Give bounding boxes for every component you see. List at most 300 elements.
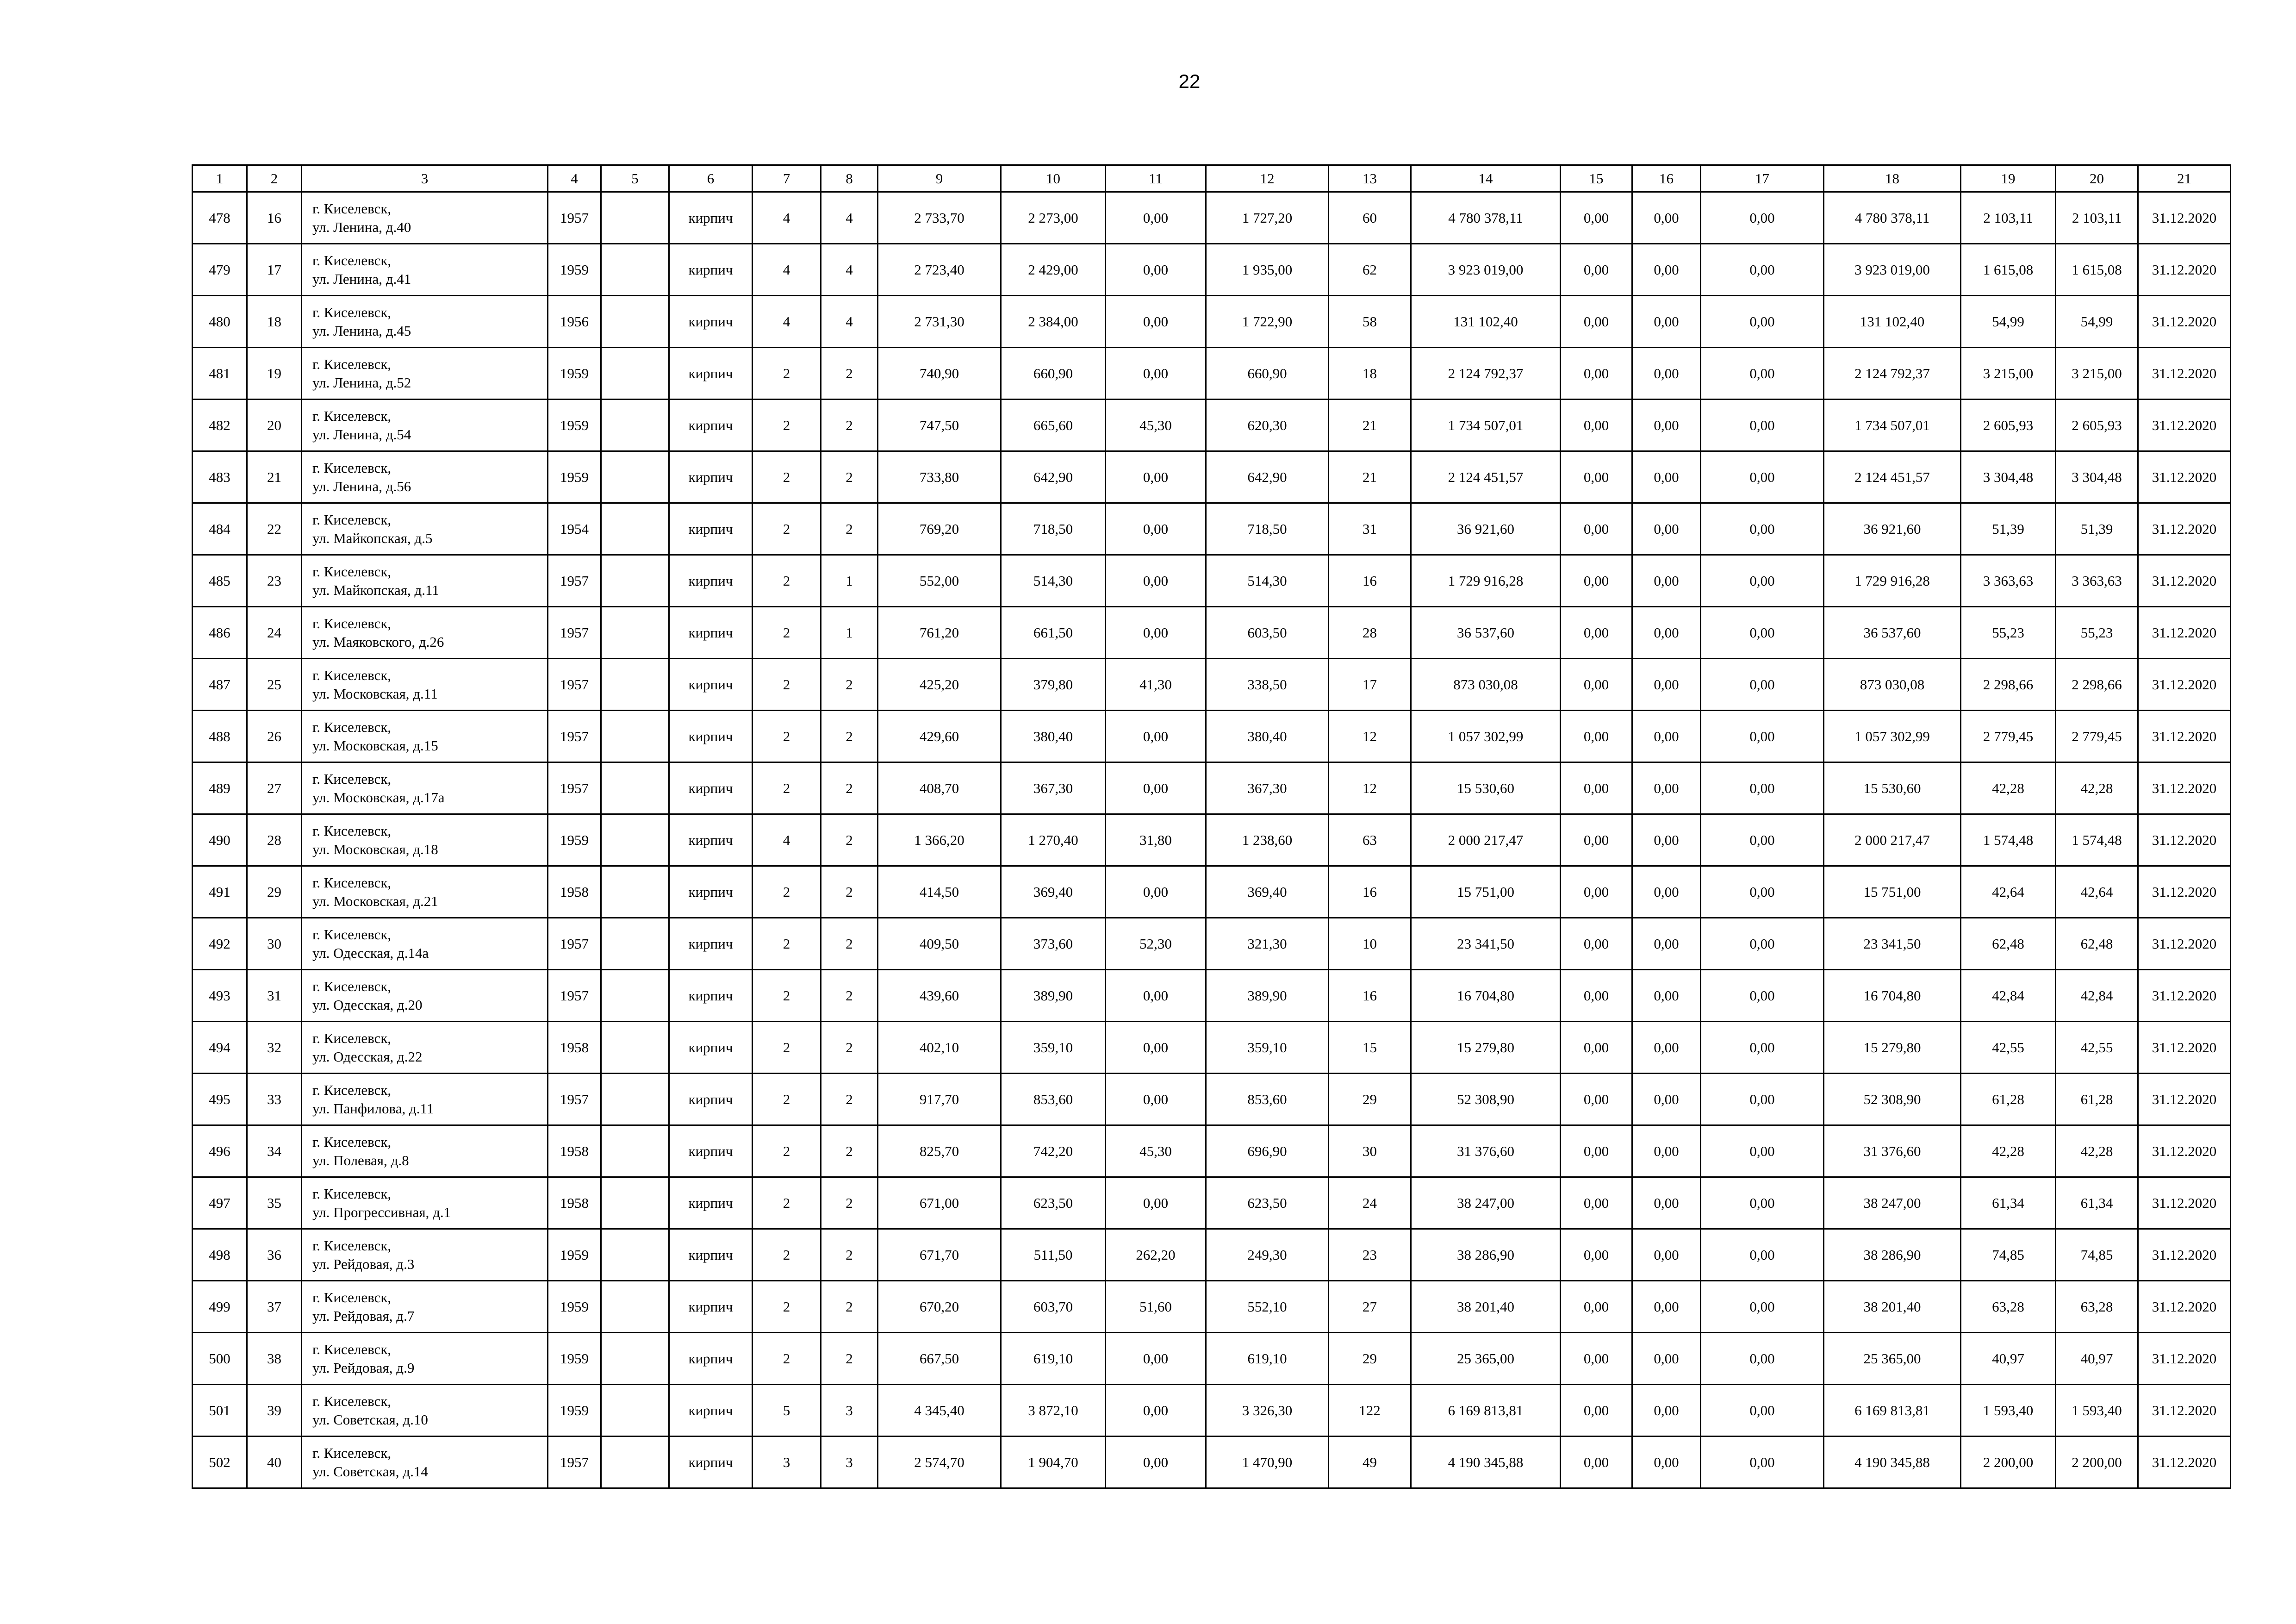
cell-col-10: 1 270,40 <box>1001 814 1106 866</box>
cell-col-12: 249,30 <box>1206 1229 1329 1281</box>
cell-col-15: 0,00 <box>1561 244 1632 296</box>
cell-col-11: 0,00 <box>1106 555 1206 607</box>
cell-col-7: 2 <box>753 400 821 451</box>
cell-col-5 <box>601 1229 669 1281</box>
cell-col-1: 487 <box>193 659 247 711</box>
cell-col-15: 0,00 <box>1561 762 1632 814</box>
cell-col-21: 31.12.2020 <box>2138 607 2231 659</box>
cell-col-4: 1958 <box>548 866 601 918</box>
cell-col-10: 660,90 <box>1001 348 1106 400</box>
cell-col-16: 0,00 <box>1632 451 1701 503</box>
table-row <box>193 1177 2231 1229</box>
cell-col-19: 40,97 <box>1961 1333 2056 1385</box>
table-row <box>193 918 2231 970</box>
cell-col-1: 482 <box>193 400 247 451</box>
cell-col-14: 23 341,50 <box>1411 918 1561 970</box>
cell-col-7: 2 <box>753 711 821 762</box>
cell-col-10: 642,90 <box>1001 451 1106 503</box>
address-street: ул. Маяковского, д.26 <box>312 633 444 650</box>
column-number-row <box>193 165 2231 192</box>
address-city: г. Киселевск, <box>312 459 392 476</box>
cell-col-14: 1 734 507,01 <box>1411 400 1561 451</box>
cell-col-15: 0,00 <box>1561 1229 1632 1281</box>
cell-col-2: 36 <box>247 1229 302 1281</box>
cell-col-16: 0,00 <box>1632 1281 1701 1333</box>
cell-col-11: 0,00 <box>1106 1022 1206 1074</box>
cell-col-10: 379,80 <box>1001 659 1106 711</box>
cell-col-20: 62,48 <box>2056 918 2138 970</box>
address-street: ул. Советская, д.14 <box>312 1463 428 1480</box>
cell-col-10: 359,10 <box>1001 1022 1106 1074</box>
cell-col-6: кирпич <box>669 659 753 711</box>
cell-col-14: 38 286,90 <box>1411 1229 1561 1281</box>
cell-col-6: кирпич <box>669 1437 753 1488</box>
cell-col-7: 4 <box>753 244 821 296</box>
cell-col-13: 16 <box>1329 555 1411 607</box>
address-street: ул. Майкопская, д.5 <box>312 530 433 546</box>
address-city: г. Киселевск, <box>312 1081 392 1098</box>
cell-col-19: 51,39 <box>1961 503 2056 555</box>
cell-col-5 <box>601 970 669 1022</box>
table-row <box>193 1125 2231 1177</box>
cell-col-1: 491 <box>193 866 247 918</box>
cell-col-4: 1959 <box>548 1229 601 1281</box>
cell-col-12: 338,50 <box>1206 659 1329 711</box>
cell-col-11: 51,60 <box>1106 1281 1206 1333</box>
address-cell <box>302 762 548 814</box>
address-city: г. Киселевск, <box>312 1133 392 1150</box>
cell-col-21: 31.12.2020 <box>2138 296 2231 348</box>
cell-col-21: 31.12.2020 <box>2138 503 2231 555</box>
cell-col-15: 0,00 <box>1561 1437 1632 1488</box>
cell-col-17: 0,00 <box>1701 711 1824 762</box>
table-row <box>193 970 2231 1022</box>
cell-col-6: кирпич <box>669 555 753 607</box>
cell-col-13: 63 <box>1329 814 1411 866</box>
cell-col-4: 1957 <box>548 659 601 711</box>
cell-col-10: 514,30 <box>1001 555 1106 607</box>
cell-col-9: 2 723,40 <box>878 244 1001 296</box>
cell-col-6: кирпич <box>669 400 753 451</box>
cell-col-5 <box>601 503 669 555</box>
cell-col-7: 5 <box>753 1385 821 1437</box>
cell-col-20: 74,85 <box>2056 1229 2138 1281</box>
table-row <box>193 711 2231 762</box>
cell-col-13: 28 <box>1329 607 1411 659</box>
cell-col-13: 12 <box>1329 762 1411 814</box>
cell-col-18: 31 376,60 <box>1824 1125 1961 1177</box>
cell-col-17: 0,00 <box>1701 451 1824 503</box>
cell-col-5 <box>601 451 669 503</box>
column-header-9: 9 <box>878 165 1001 192</box>
cell-col-21: 31.12.2020 <box>2138 866 2231 918</box>
cell-col-17: 0,00 <box>1701 1333 1824 1385</box>
cell-col-11: 0,00 <box>1106 451 1206 503</box>
address-street: ул. Рейдовая, д.9 <box>312 1359 415 1376</box>
cell-col-17: 0,00 <box>1701 503 1824 555</box>
cell-col-17: 0,00 <box>1701 1385 1824 1437</box>
cell-col-7: 2 <box>753 1229 821 1281</box>
cell-col-13: 122 <box>1329 1385 1411 1437</box>
column-header-8: 8 <box>821 165 878 192</box>
column-header-13: 13 <box>1329 165 1411 192</box>
cell-col-13: 58 <box>1329 296 1411 348</box>
cell-col-5 <box>601 866 669 918</box>
cell-col-18: 16 704,80 <box>1824 970 1961 1022</box>
cell-col-13: 10 <box>1329 918 1411 970</box>
table-row <box>193 192 2231 244</box>
cell-col-9: 2 574,70 <box>878 1437 1001 1488</box>
cell-col-17: 0,00 <box>1701 555 1824 607</box>
cell-col-18: 36 921,60 <box>1824 503 1961 555</box>
cell-col-1: 481 <box>193 348 247 400</box>
cell-col-17: 0,00 <box>1701 762 1824 814</box>
cell-col-11: 0,00 <box>1106 970 1206 1022</box>
address-cell <box>302 192 548 244</box>
cell-col-12: 3 326,30 <box>1206 1385 1329 1437</box>
cell-col-4: 1957 <box>548 918 601 970</box>
cell-col-15: 0,00 <box>1561 1125 1632 1177</box>
cell-col-19: 42,84 <box>1961 970 2056 1022</box>
cell-col-9: 2 731,30 <box>878 296 1001 348</box>
cell-col-18: 2 124 451,57 <box>1824 451 1961 503</box>
address-city: г. Киселевск, <box>312 822 392 839</box>
cell-col-13: 27 <box>1329 1281 1411 1333</box>
cell-col-2: 35 <box>247 1177 302 1229</box>
cell-col-11: 0,00 <box>1106 1074 1206 1125</box>
cell-col-15: 0,00 <box>1561 400 1632 451</box>
cell-col-10: 2 273,00 <box>1001 192 1106 244</box>
cell-col-20: 1 593,40 <box>2056 1385 2138 1437</box>
cell-col-14: 6 169 813,81 <box>1411 1385 1561 1437</box>
table-row <box>193 866 2231 918</box>
cell-col-1: 499 <box>193 1281 247 1333</box>
cell-col-18: 6 169 813,81 <box>1824 1385 1961 1437</box>
cell-col-15: 0,00 <box>1561 711 1632 762</box>
cell-col-1: 488 <box>193 711 247 762</box>
cell-col-2: 25 <box>247 659 302 711</box>
column-header-3: 3 <box>302 165 548 192</box>
cell-col-12: 623,50 <box>1206 1177 1329 1229</box>
cell-col-11: 0,00 <box>1106 503 1206 555</box>
cell-col-21: 31.12.2020 <box>2138 1229 2231 1281</box>
cell-col-1: 484 <box>193 503 247 555</box>
cell-col-1: 483 <box>193 451 247 503</box>
cell-col-10: 665,60 <box>1001 400 1106 451</box>
cell-col-10: 2 384,00 <box>1001 296 1106 348</box>
address-cell <box>302 1437 548 1488</box>
cell-col-8: 2 <box>821 866 878 918</box>
cell-col-9: 740,90 <box>878 348 1001 400</box>
cell-col-4: 1956 <box>548 296 601 348</box>
cell-col-6: кирпич <box>669 762 753 814</box>
cell-col-18: 23 341,50 <box>1824 918 1961 970</box>
cell-col-21: 31.12.2020 <box>2138 192 2231 244</box>
cell-col-18: 4 190 345,88 <box>1824 1437 1961 1488</box>
address-city: г. Киселевск, <box>312 978 392 994</box>
cell-col-9: 414,50 <box>878 866 1001 918</box>
cell-col-20: 42,28 <box>2056 762 2138 814</box>
address-city: г. Киселевск, <box>312 1393 392 1409</box>
cell-col-4: 1959 <box>548 1385 601 1437</box>
address-city: г. Киселевск, <box>312 1237 392 1254</box>
cell-col-20: 42,55 <box>2056 1022 2138 1074</box>
cell-col-2: 20 <box>247 400 302 451</box>
cell-col-15: 0,00 <box>1561 918 1632 970</box>
column-header-16: 16 <box>1632 165 1701 192</box>
cell-col-16: 0,00 <box>1632 762 1701 814</box>
cell-col-6: кирпич <box>669 711 753 762</box>
cell-col-11: 0,00 <box>1106 348 1206 400</box>
cell-col-10: 1 904,70 <box>1001 1437 1106 1488</box>
cell-col-17: 0,00 <box>1701 1229 1824 1281</box>
cell-col-9: 402,10 <box>878 1022 1001 1074</box>
cell-col-15: 0,00 <box>1561 503 1632 555</box>
cell-col-10: 511,50 <box>1001 1229 1106 1281</box>
cell-col-4: 1957 <box>548 607 601 659</box>
cell-col-18: 38 286,90 <box>1824 1229 1961 1281</box>
cell-col-7: 2 <box>753 866 821 918</box>
cell-col-15: 0,00 <box>1561 296 1632 348</box>
cell-col-1: 498 <box>193 1229 247 1281</box>
cell-col-16: 0,00 <box>1632 1022 1701 1074</box>
cell-col-8: 4 <box>821 192 878 244</box>
cell-col-16: 0,00 <box>1632 1333 1701 1385</box>
cell-col-2: 33 <box>247 1074 302 1125</box>
cell-col-20: 63,28 <box>2056 1281 2138 1333</box>
address-street: ул. Рейдовая, д.7 <box>312 1307 415 1324</box>
cell-col-7: 4 <box>753 192 821 244</box>
cell-col-7: 2 <box>753 762 821 814</box>
cell-col-1: 496 <box>193 1125 247 1177</box>
cell-col-20: 1 574,48 <box>2056 814 2138 866</box>
cell-col-6: кирпич <box>669 1022 753 1074</box>
cell-col-5 <box>601 400 669 451</box>
cell-col-15: 0,00 <box>1561 866 1632 918</box>
cell-col-16: 0,00 <box>1632 918 1701 970</box>
cell-col-7: 2 <box>753 1281 821 1333</box>
cell-col-16: 0,00 <box>1632 348 1701 400</box>
cell-col-5 <box>601 918 669 970</box>
cell-col-21: 31.12.2020 <box>2138 1074 2231 1125</box>
cell-col-19: 42,55 <box>1961 1022 2056 1074</box>
cell-col-20: 2 298,66 <box>2056 659 2138 711</box>
cell-col-21: 31.12.2020 <box>2138 762 2231 814</box>
cell-col-10: 389,90 <box>1001 970 1106 1022</box>
cell-col-12: 367,30 <box>1206 762 1329 814</box>
cell-col-4: 1957 <box>548 1437 601 1488</box>
address-city: г. Киселевск, <box>312 874 392 891</box>
cell-col-10: 853,60 <box>1001 1074 1106 1125</box>
cell-col-8: 2 <box>821 503 878 555</box>
cell-col-1: 492 <box>193 918 247 970</box>
cell-col-2: 19 <box>247 348 302 400</box>
table-row <box>193 555 2231 607</box>
cell-col-10: 369,40 <box>1001 866 1106 918</box>
cell-col-5 <box>601 814 669 866</box>
cell-col-5 <box>601 1333 669 1385</box>
cell-col-5 <box>601 555 669 607</box>
address-street: ул. Советская, д.10 <box>312 1411 428 1428</box>
cell-col-19: 42,28 <box>1961 762 2056 814</box>
cell-col-9: 439,60 <box>878 970 1001 1022</box>
cell-col-9: 671,70 <box>878 1229 1001 1281</box>
address-city: г. Киселевск, <box>312 356 392 372</box>
cell-col-16: 0,00 <box>1632 1229 1701 1281</box>
cell-col-8: 4 <box>821 244 878 296</box>
cell-col-19: 2 298,66 <box>1961 659 2056 711</box>
cell-col-14: 1 729 916,28 <box>1411 555 1561 607</box>
cell-col-18: 873 030,08 <box>1824 659 1961 711</box>
cell-col-2: 38 <box>247 1333 302 1385</box>
cell-col-16: 0,00 <box>1632 711 1701 762</box>
table-row <box>193 1022 2231 1074</box>
cell-col-20: 2 103,11 <box>2056 192 2138 244</box>
cell-col-16: 0,00 <box>1632 1074 1701 1125</box>
cell-col-2: 18 <box>247 296 302 348</box>
page-number: 22 <box>1178 70 1201 92</box>
cell-col-18: 3 923 019,00 <box>1824 244 1961 296</box>
cell-col-12: 359,10 <box>1206 1022 1329 1074</box>
address-street: ул. Одесская, д.14а <box>312 944 429 961</box>
cell-col-20: 40,97 <box>2056 1333 2138 1385</box>
cell-col-16: 0,00 <box>1632 1385 1701 1437</box>
cell-col-6: кирпич <box>669 1125 753 1177</box>
cell-col-10: 373,60 <box>1001 918 1106 970</box>
cell-col-14: 2 124 792,37 <box>1411 348 1561 400</box>
cell-col-19: 2 605,93 <box>1961 400 2056 451</box>
cell-col-21: 31.12.2020 <box>2138 918 2231 970</box>
address-city: г. Киселевск, <box>312 1030 392 1046</box>
cell-col-21: 31.12.2020 <box>2138 659 2231 711</box>
cell-col-1: 490 <box>193 814 247 866</box>
column-header-11: 11 <box>1106 165 1206 192</box>
column-header-15: 15 <box>1561 165 1632 192</box>
cell-col-13: 62 <box>1329 244 1411 296</box>
cell-col-7: 2 <box>753 348 821 400</box>
cell-col-21: 31.12.2020 <box>2138 1281 2231 1333</box>
cell-col-12: 1 935,00 <box>1206 244 1329 296</box>
cell-col-17: 0,00 <box>1701 192 1824 244</box>
cell-col-5 <box>601 762 669 814</box>
cell-col-20: 3 363,63 <box>2056 555 2138 607</box>
cell-col-19: 2 103,11 <box>1961 192 2056 244</box>
cell-col-12: 620,30 <box>1206 400 1329 451</box>
cell-col-19: 54,99 <box>1961 296 2056 348</box>
column-header-17: 17 <box>1701 165 1824 192</box>
cell-col-8: 2 <box>821 400 878 451</box>
cell-col-6: кирпич <box>669 503 753 555</box>
address-cell <box>302 555 548 607</box>
cell-col-21: 31.12.2020 <box>2138 400 2231 451</box>
cell-col-6: кирпич <box>669 866 753 918</box>
cell-col-2: 37 <box>247 1281 302 1333</box>
cell-col-14: 38 247,00 <box>1411 1177 1561 1229</box>
address-street: ул. Ленина, д.56 <box>312 478 411 494</box>
cell-col-1: 489 <box>193 762 247 814</box>
cell-col-14: 36 921,60 <box>1411 503 1561 555</box>
cell-col-8: 2 <box>821 1333 878 1385</box>
cell-col-10: 661,50 <box>1001 607 1106 659</box>
cell-col-13: 31 <box>1329 503 1411 555</box>
address-cell <box>302 866 548 918</box>
cell-col-7: 2 <box>753 1022 821 1074</box>
cell-col-6: кирпич <box>669 1229 753 1281</box>
address-city: г. Киселевск, <box>312 304 392 320</box>
cell-col-10: 603,70 <box>1001 1281 1106 1333</box>
cell-col-9: 552,00 <box>878 555 1001 607</box>
address-street: ул. Московская, д.21 <box>312 893 438 909</box>
cell-col-12: 619,10 <box>1206 1333 1329 1385</box>
cell-col-10: 742,20 <box>1001 1125 1106 1177</box>
cell-col-11: 0,00 <box>1106 607 1206 659</box>
cell-col-2: 27 <box>247 762 302 814</box>
cell-col-13: 21 <box>1329 400 1411 451</box>
cell-col-15: 0,00 <box>1561 1385 1632 1437</box>
address-cell <box>302 711 548 762</box>
cell-col-15: 0,00 <box>1561 192 1632 244</box>
cell-col-20: 51,39 <box>2056 503 2138 555</box>
cell-col-1: 502 <box>193 1437 247 1488</box>
address-cell <box>302 400 548 451</box>
table-row <box>193 1229 2231 1281</box>
cell-col-5 <box>601 1385 669 1437</box>
cell-col-12: 853,60 <box>1206 1074 1329 1125</box>
cell-col-2: 28 <box>247 814 302 866</box>
cell-col-17: 0,00 <box>1701 607 1824 659</box>
cell-col-6: кирпич <box>669 814 753 866</box>
cell-col-15: 0,00 <box>1561 814 1632 866</box>
address-street: ул. Ленина, д.52 <box>312 374 411 391</box>
cell-col-8: 2 <box>821 814 878 866</box>
cell-col-21: 31.12.2020 <box>2138 814 2231 866</box>
cell-col-20: 61,28 <box>2056 1074 2138 1125</box>
cell-col-14: 52 308,90 <box>1411 1074 1561 1125</box>
cell-col-18: 15 279,80 <box>1824 1022 1961 1074</box>
column-header-21: 21 <box>2138 165 2231 192</box>
cell-col-8: 3 <box>821 1385 878 1437</box>
address-street: ул. Рейдовая, д.3 <box>312 1255 415 1272</box>
cell-col-18: 38 247,00 <box>1824 1177 1961 1229</box>
cell-col-14: 16 704,80 <box>1411 970 1561 1022</box>
cell-col-14: 2 000 217,47 <box>1411 814 1561 866</box>
cell-col-13: 29 <box>1329 1074 1411 1125</box>
cell-col-7: 2 <box>753 1125 821 1177</box>
cell-col-7: 2 <box>753 918 821 970</box>
address-cell <box>302 1074 548 1125</box>
cell-col-21: 31.12.2020 <box>2138 1022 2231 1074</box>
cell-col-21: 31.12.2020 <box>2138 711 2231 762</box>
cell-col-18: 25 365,00 <box>1824 1333 1961 1385</box>
cell-col-20: 61,34 <box>2056 1177 2138 1229</box>
cell-col-2: 34 <box>247 1125 302 1177</box>
cell-col-8: 1 <box>821 555 878 607</box>
cell-col-1: 497 <box>193 1177 247 1229</box>
cell-col-11: 0,00 <box>1106 1177 1206 1229</box>
cell-col-9: 917,70 <box>878 1074 1001 1125</box>
cell-col-9: 769,20 <box>878 503 1001 555</box>
address-cell <box>302 970 548 1022</box>
cell-col-2: 17 <box>247 244 302 296</box>
cell-col-2: 31 <box>247 970 302 1022</box>
cell-col-2: 26 <box>247 711 302 762</box>
table-row <box>193 244 2231 296</box>
cell-col-20: 42,28 <box>2056 1125 2138 1177</box>
cell-col-12: 369,40 <box>1206 866 1329 918</box>
cell-col-7: 4 <box>753 814 821 866</box>
table-row <box>193 762 2231 814</box>
cell-col-14: 15 751,00 <box>1411 866 1561 918</box>
